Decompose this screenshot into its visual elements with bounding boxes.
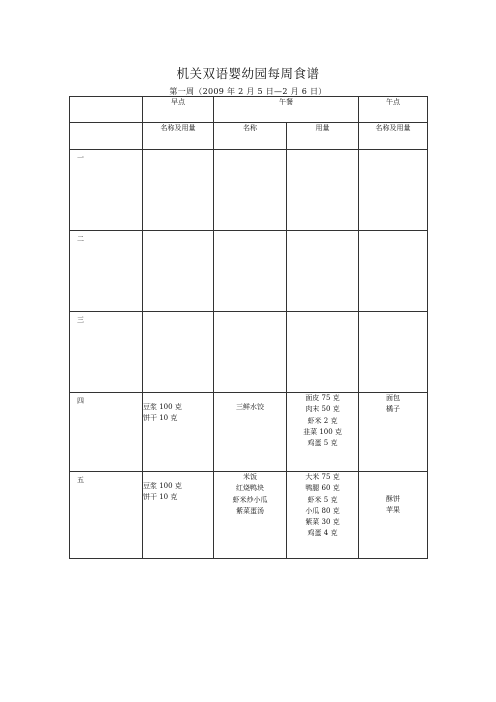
snack-cell (359, 472, 428, 559)
day-label-cell (70, 472, 143, 559)
lunch-header: 午餐 (214, 97, 359, 123)
lunch-dish: 米饭 (243, 473, 257, 481)
lunch-amount-cell (287, 393, 359, 472)
lunch-amount-cell (287, 472, 359, 559)
lunch-name-cell (214, 393, 287, 472)
lunch-dish: 三鲜水饺 (236, 403, 264, 411)
breakfast-item: 饼干 10 克 (143, 493, 178, 502)
lunch-name-cell (214, 231, 287, 312)
snack-cell (359, 231, 428, 312)
day-label-cell (70, 231, 143, 312)
day-subheader-cell (70, 123, 143, 150)
subheader-row (70, 123, 428, 150)
lunch-dish: 虾米炒小瓜 (232, 495, 268, 504)
snack-cell (359, 312, 428, 393)
lunch-ingredient: 紫菜 30 克 (305, 518, 340, 527)
lunch-ingredient: 虾米 2 克 (307, 416, 338, 425)
lunch-ingredient: 鸡蛋 5 克 (307, 439, 338, 448)
day-row (70, 312, 428, 393)
lunch-ingredient: 大米 75 克 (305, 473, 340, 481)
lunch-name-cell (214, 472, 287, 559)
breakfast-item: 饼干 10 克 (143, 414, 178, 423)
breakfast-header: 早点 (143, 97, 214, 123)
lunch-dish: 红烧鸭块 (236, 484, 264, 493)
breakfast-cell (143, 231, 214, 312)
breakfast-item: 豆浆 100 克 (143, 403, 182, 411)
lunch-ingredient: 肉末 50 克 (305, 405, 340, 414)
lunch-amount-cell (287, 150, 359, 231)
breakfast-subheader: 名称及用量 (143, 123, 214, 150)
page-title: 机关双语婴幼园每周食谱 (176, 66, 320, 81)
snack-item: 苹果 (386, 506, 400, 515)
lunch-ingredient: 韭菜 100 克 (303, 427, 342, 436)
lunch-ingredient: 鸡蛋 4 克 (307, 529, 338, 538)
snack-item: 酥饼 (386, 495, 400, 503)
day-label: 五 (77, 476, 84, 484)
day-label-cell (70, 393, 143, 472)
day-label-cell (70, 150, 143, 231)
snack-header: 午点 (359, 97, 428, 123)
day-header-cell (70, 97, 143, 123)
snack-item: 面包 (386, 394, 400, 402)
breakfast-cell (143, 150, 214, 231)
day-label: 三 (77, 316, 84, 324)
lunch-ingredient: 虾米 5 克 (307, 495, 338, 504)
day-row (70, 472, 428, 559)
day-label-cell (70, 312, 143, 393)
day-row (70, 393, 428, 472)
lunch-name-cell (214, 150, 287, 231)
breakfast-cell (143, 472, 214, 559)
snack-subheader: 名称及用量 (359, 123, 428, 150)
header-row (70, 97, 428, 123)
breakfast-cell (143, 312, 214, 393)
snack-cell (359, 393, 428, 472)
lunch-name-cell (214, 312, 287, 393)
lunch-amount-subheader: 用量 (287, 123, 359, 150)
lunch-ingredient: 小瓜 80 克 (305, 506, 340, 515)
snack-item: 橘子 (386, 405, 400, 414)
week-subtitle: 第一周（2009 年 2 月 5 日—2 月 6 日） (169, 87, 327, 96)
day-label: 二 (77, 235, 84, 243)
lunch-ingredient: 面皮 75 克 (305, 394, 340, 402)
breakfast-item: 豆浆 100 克 (143, 482, 182, 490)
lunch-amount-cell (287, 231, 359, 312)
breakfast-cell (143, 393, 214, 472)
day-row (70, 231, 428, 312)
day-label: 四 (77, 397, 84, 405)
lunch-name-subheader: 名称 (214, 123, 287, 150)
day-row (70, 150, 428, 231)
weekly-menu-table (69, 96, 428, 559)
day-label: 一 (77, 154, 84, 162)
lunch-amount-cell (287, 312, 359, 393)
lunch-dish: 紫菜蛋汤 (236, 506, 264, 515)
lunch-ingredient: 鸭腿 60 克 (305, 484, 340, 493)
snack-cell (359, 150, 428, 231)
